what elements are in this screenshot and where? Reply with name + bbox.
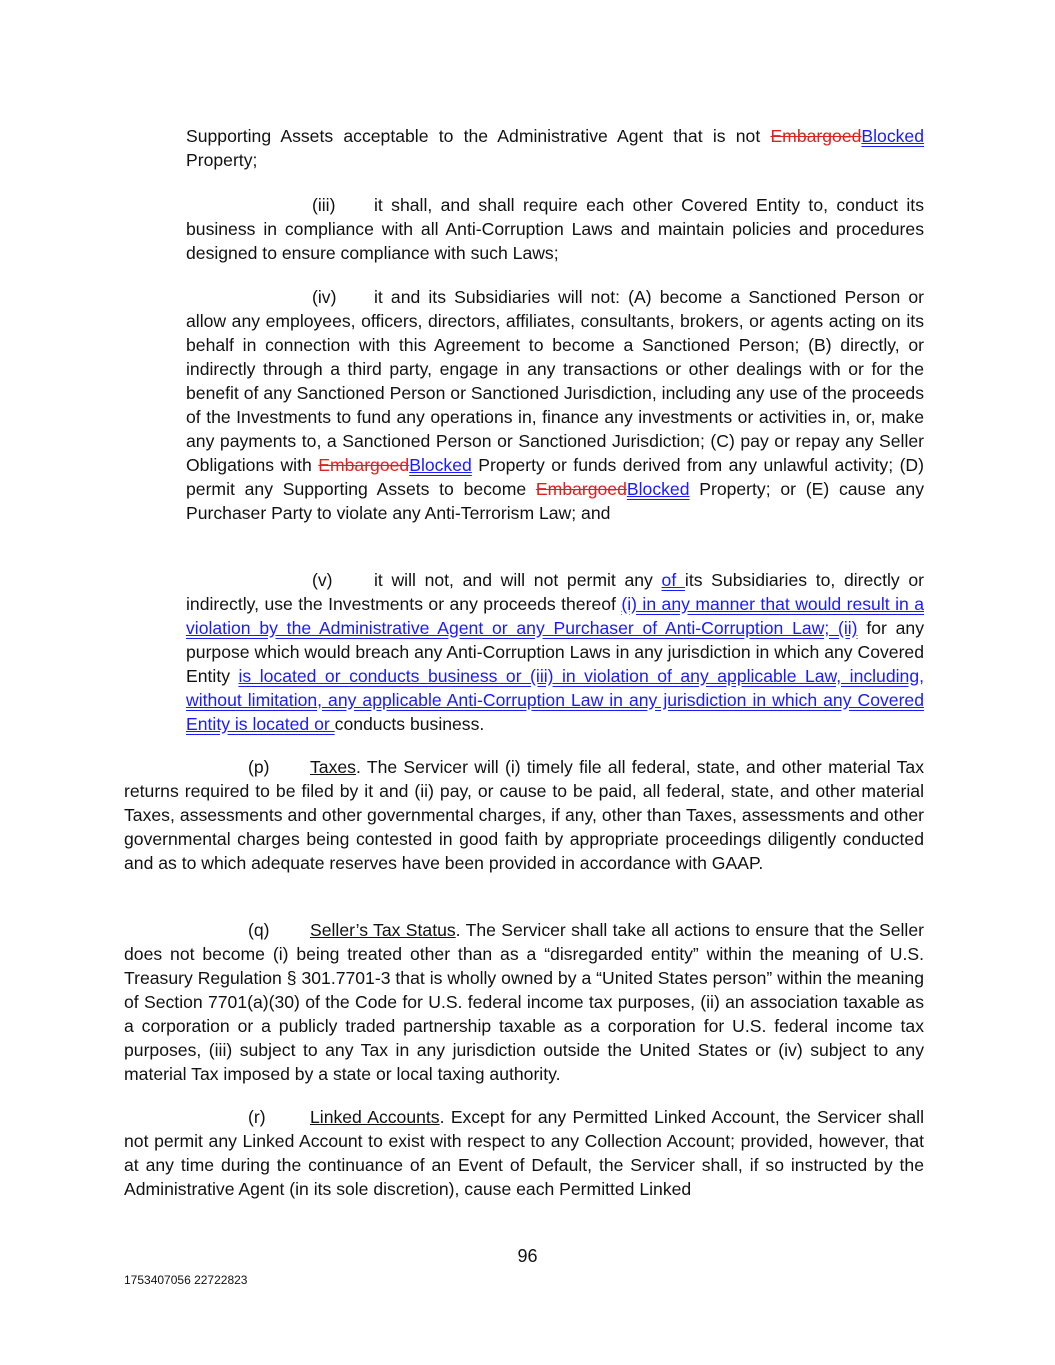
deleted-text: Embargoed (318, 455, 410, 475)
body-text: Supporting Assets acceptable to the Administrative Agent that is not (186, 126, 771, 146)
paragraph-section-q (124, 918, 924, 1086)
body-text: it shall, and shall require each other Covered Entity to, conduct its business in compliance with all Anti-Corruption Laws and maintain policies and procedures designed to ensure compliance with such Laws; (186, 195, 924, 263)
body-text: Property or funds derived from any unlawful activity; (D) permit any Supporting Assets to become (186, 455, 924, 499)
body-text: . The Servicer shall take all actions to ensure that the Seller does not become (i) being treated other than as a “disregarded entity” within the meaning of U.S. Treasury Regulation § 301.7701-3 that is wholly owned by a “United States person” within the meaning of Section 7701(a)(30) of the Code for U.S. federal income tax purposes, (ii) an association taxable as a corporation or a publicly traded partnership taxable as a corporation for U.S. federal income tax purposes, (iii) subject to any Tax in any jurisdiction outside the United States or (iv) subject to any material Tax imposed by a state or local taxing authority. (124, 920, 924, 1084)
paragraph-clause-v (186, 568, 924, 736)
clause-label: (p) (248, 757, 270, 777)
body-text: it and its Subsidiaries will not: (A) become a Sanctioned Person or allow any employees, officers, directors, affiliates, consultants, brokers, or agents acting on its behalf in connection with this Agreement to become a Sanctioned Person; (B) directly, or indirectly through a third party, engage in any transactions or other dealings with or for the benefit of any Sanctioned Person or Sanctioned Jurisdiction, including any use of the proceeds of the Investments to fund any operations in, finance any investments or activities in, or, make any payments to, a Sanctioned Person or Sanctioned Jurisdiction; (C) pay or repay any Seller Obligations with (186, 287, 924, 475)
document-id: 1753407056 22722823 (124, 1273, 248, 1287)
page-number: 96 (517, 1246, 538, 1266)
clause-label: (iv) (312, 287, 337, 307)
body-text: its Subsidiaries to, directly or indirectly, use the Investments or any proceeds thereof (186, 570, 925, 614)
body-text: . Except for any Permitted Linked Account, the Servicer shall not permit any Linked Account to exist with respect to any Collection Account; provided, however, that at any time during the continuance of an Event of Default, the Servicer shall, if so instructed by the Administrative Agent (in its sole discretion), cause each Permitted Linked (124, 1107, 924, 1199)
inserted-text: of (661, 570, 685, 590)
body-text: it will not, and will not permit any (374, 570, 662, 590)
paragraph-section-p (124, 755, 924, 875)
deleted-text: Embargoed (535, 479, 627, 499)
inserted-text: Blocked (861, 126, 924, 146)
inserted-text: (i) in any manner that would result in a violation by the Administrative Agent or any Purchaser of Anti-Corruption Law; (ii) (186, 594, 924, 638)
inserted-text: Blocked (626, 479, 690, 499)
section-heading: Taxes (310, 757, 356, 777)
deleted-text: Embargoed (770, 126, 862, 146)
clause-label: (q) (248, 920, 270, 940)
clause-label: (v) (312, 570, 333, 590)
body-text: conducts business. (334, 714, 485, 734)
body-text: Property; or (E) cause any Purchaser Party to violate any Anti-Terrorism Law; and (186, 479, 924, 523)
paragraph-clause-iv (186, 285, 924, 525)
clause-label: (r) (248, 1107, 266, 1127)
section-heading: Linked Accounts (310, 1107, 440, 1127)
inserted-text: is located or conducts business or (iii) in violation of any applicable Law, including, without limitation, any applicable Anti-Corruption Law in any jurisdiction in which any Covered Entity is located or (186, 666, 924, 734)
body-text: . The Servicer will (i) timely file all federal, state, and other material Tax returns required to be filed by it and (ii) pay, or cause to be paid, all federal, state, and other material Taxes, assessments and other governmental charges, if any, other than Taxes, assessments and other governmental charges being contested in good faith by appropriate proceedings diligently conducted and as to which adequate reserves have been provided in accordance with GAAP. (124, 757, 924, 873)
body-text: Property; (186, 150, 258, 170)
section-heading: Seller’s Tax Status (310, 920, 456, 940)
body-text: for any purpose which would breach any Anti-Corruption Laws in any jurisdiction in which any Covered Entity (186, 618, 924, 686)
clause-label: (iii) (312, 195, 336, 215)
paragraph-section-r (124, 1105, 924, 1201)
inserted-text: Blocked (409, 455, 472, 475)
paragraph-supporting-assets (186, 124, 924, 172)
paragraph-clause-iii (186, 193, 924, 265)
